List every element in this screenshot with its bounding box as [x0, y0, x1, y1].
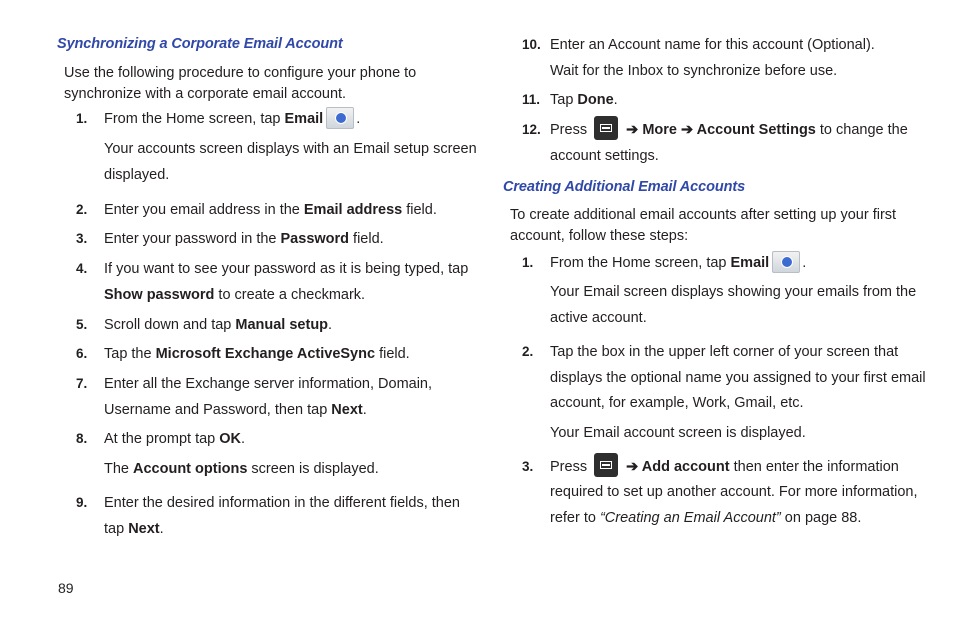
section-heading: Creating Additional Email Accounts — [503, 179, 746, 195]
cross-reference-link[interactable]: “Creating an Email Account” — [599, 510, 781, 526]
menu-key-icon — [594, 116, 618, 140]
intro-paragraph: Use the following procedure to configure your phone to synchronize with a corporate email account. — [64, 65, 417, 102]
menu-key-icon — [594, 453, 618, 477]
email-app-icon — [326, 107, 354, 129]
section-heading: Synchronizing a Corporate Email Account — [57, 36, 343, 52]
email-app-icon — [772, 251, 800, 273]
page-number: 89 — [58, 580, 74, 596]
intro-paragraph: To create additional email accounts after setting up your first account, follow these steps: — [510, 207, 897, 244]
